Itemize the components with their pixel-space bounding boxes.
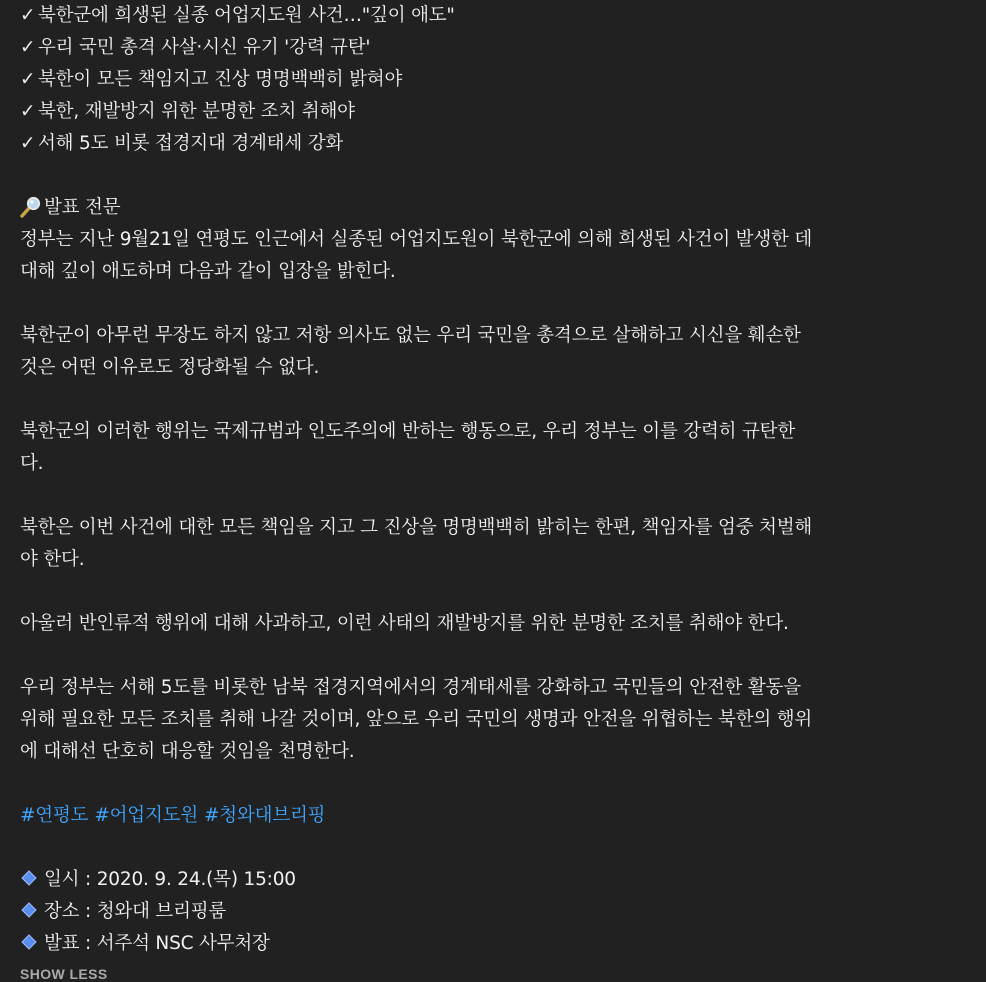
statement-line: 북한은 이번 사건에 대한 모든 책임을 지고 그 진상을 명명백백히 밝히는 한편, 책임자를 엄중 처벌해 [20, 517, 813, 538]
blue-diamond-icon [20, 899, 44, 919]
statement-line: 위해 필요한 모든 조치를 취해 나갈 것이며, 앞으로 우리 국민의 생명과 안전을 위협하는 북한의 행위 [20, 709, 813, 730]
spacer [20, 160, 970, 192]
detail-item: 일시 : 2020. 9. 24.(목) 15:00 [20, 864, 970, 896]
summary-item: ✓ 서해 5도 비롯 접경지대 경계태세 강화 [20, 128, 970, 160]
statement-heading: 발표 전문 [20, 192, 970, 224]
spacer [20, 384, 970, 416]
spacer [20, 576, 970, 608]
check-icon: ✓ [20, 37, 36, 58]
show-less-button[interactable]: SHOW LESS [20, 966, 108, 982]
check-icon: ✓ [20, 133, 36, 154]
summary-item: ✓ 북한이 모든 책임지고 진상 명명백백히 밝혀야 [20, 64, 970, 96]
hashtag-row [20, 800, 970, 832]
statement-line: 정부는 지난 9월21일 연평도 인근에서 실종된 어업지도원이 북한군에 의해 희생된 사건이 발생한 데 [20, 229, 813, 250]
check-icon: ✓ [20, 69, 36, 90]
hashtag-link[interactable]: #청와대브리핑 [204, 805, 326, 826]
summary-list [20, 0, 970, 160]
check-icon: ✓ [20, 101, 36, 122]
statement-line: 북한군이 아무런 무장도 하지 않고 저항 의사도 없는 우리 국민을 총격으로 살해하고 시신을 훼손한 [20, 325, 801, 346]
detail-item: 장소 : 청와대 브리핑룸 [20, 896, 970, 928]
statement-line: 것은 어떤 이유로도 정당화될 수 없다. [20, 357, 320, 378]
summary-item: ✓ 북한군에 희생된 실종 어업지도원 사건…"깊이 애도" [20, 0, 970, 32]
hashtag-link[interactable]: #연평도 [20, 805, 89, 826]
summary-item: ✓ 우리 국민 총격 사살·시신 유기 '강력 규탄' [20, 32, 970, 64]
magnifying-glass-icon [20, 196, 44, 216]
spacer [20, 480, 970, 512]
summary-item: ✓ 북한, 재발방지 위한 분명한 조치 취해야 [20, 96, 970, 128]
spacer [20, 288, 970, 320]
check-icon: ✓ [20, 5, 36, 26]
video-description [20, 0, 970, 960]
statement-line: 북한군의 이러한 행위는 국제규범과 인도주의에 반하는 행동으로, 우리 정부는 이를 강력히 규탄한 [20, 421, 796, 442]
statement-line: 에 대해선 단호히 대응할 것임을 천명한다. [20, 741, 355, 762]
statement-line: 다. [20, 453, 44, 474]
statement-line: 아울러 반인류적 행위에 대해 사과하고, 이런 사태의 재발방지를 위한 분명한 조치를 취해야 한다. [20, 613, 789, 634]
statement-line: 우리 정부는 서해 5도를 비롯한 남북 접경지역에서의 경계태세를 강화하고 국민들의 안전한 활동을 [20, 677, 801, 698]
statement-line: 대해 깊이 애도하며 다음과 같이 입장을 밝힌다. [20, 261, 396, 282]
blue-diamond-icon [20, 867, 44, 887]
spacer [20, 640, 970, 672]
spacer [20, 768, 970, 800]
hashtag-link[interactable]: #어업지도원 [94, 805, 198, 826]
blue-diamond-icon [20, 931, 44, 951]
spacer [20, 832, 970, 864]
detail-item: 발표 : 서주석 NSC 사무처장 [20, 928, 970, 960]
statement-line: 야 한다. [20, 549, 85, 570]
